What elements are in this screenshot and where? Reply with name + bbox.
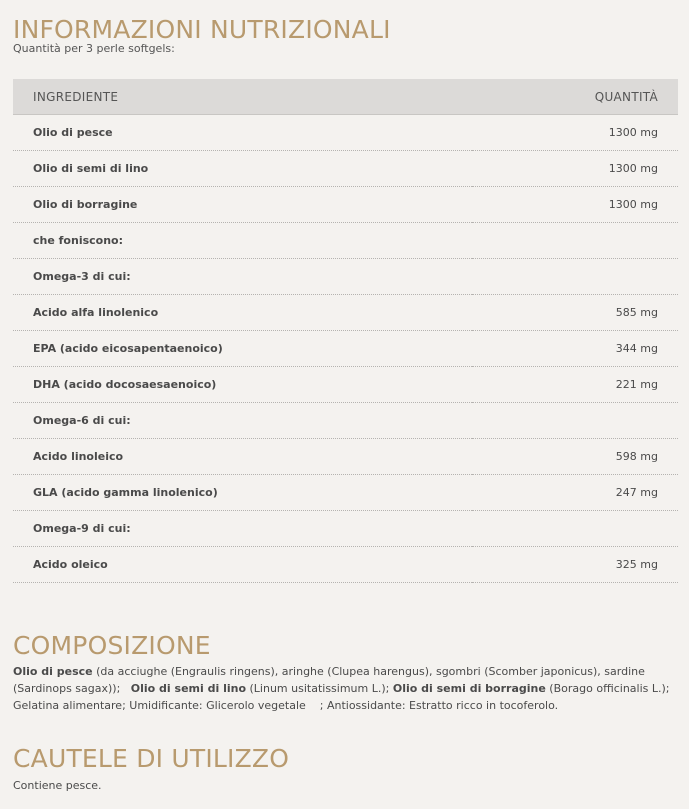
composition-ingredient: Olio di pesce xyxy=(13,665,93,678)
composition-text xyxy=(13,663,673,714)
ingredient-name: Acido linoleico xyxy=(13,439,472,475)
ingredient-name: Olio di semi di lino xyxy=(13,151,472,187)
composition-ingredient: Olio di semi di borragine xyxy=(392,682,546,695)
nutrition-subtitle: Quantità per 3 perle softgels: xyxy=(13,42,175,55)
ingredient-quantity: 325 mg xyxy=(472,547,678,583)
table-row xyxy=(13,115,678,151)
ingredient-quantity: 598 mg xyxy=(472,439,678,475)
ingredient-name: Olio di pesce xyxy=(13,115,472,151)
table-row xyxy=(13,547,678,583)
table-row xyxy=(13,151,678,187)
cautions-text: Contiene pesce. xyxy=(13,779,102,792)
table-header-row xyxy=(13,79,678,115)
ingredient-quantity: 344 mg xyxy=(472,331,678,367)
composition-detail: (da acciughe (Engraulis ringens), aringhe (Clupea harengus), sgombri (Scomber japonicus), sardine (Sardinops sagax)); xyxy=(13,665,649,695)
ingredient-quantity xyxy=(472,511,678,547)
composition-title: COMPOSIZIONE xyxy=(13,631,211,660)
nutrition-title: INFORMAZIONI NUTRIZIONALI xyxy=(13,15,391,44)
table-row xyxy=(13,295,678,331)
ingredient-quantity xyxy=(472,259,678,295)
ingredient-name: che foniscono: xyxy=(13,223,472,259)
composition-detail: (Linum usitatissimum L.); xyxy=(246,682,393,695)
ingredient-quantity: 1300 mg xyxy=(472,187,678,223)
cautions-title: CAUTELE DI UTILIZZO xyxy=(13,744,290,773)
ingredient-name: Acido oleico xyxy=(13,547,472,583)
composition-detail: (Borago officinalis L.); Gelatina alimentare; Umidificante: Glicerolo vegetale ; Antiossidante: Estratto ricco in tocoferolo. xyxy=(13,682,673,712)
table-row xyxy=(13,475,678,511)
quantity-column-header: QUANTITÀ xyxy=(472,79,678,115)
table-row xyxy=(13,223,678,259)
ingredient-quantity: 247 mg xyxy=(472,475,678,511)
ingredient-quantity xyxy=(472,223,678,259)
ingredient-name: Omega-9 di cui: xyxy=(13,511,472,547)
table-row xyxy=(13,403,678,439)
ingredient-name: Acido alfa linolenico xyxy=(13,295,472,331)
ingredient-name: DHA (acido docosaesaenoico) xyxy=(13,367,472,403)
ingredient-quantity xyxy=(472,403,678,439)
ingredient-quantity: 221 mg xyxy=(472,367,678,403)
table-row xyxy=(13,331,678,367)
table-row xyxy=(13,511,678,547)
ingredient-quantity: 1300 mg xyxy=(472,115,678,151)
ingredient-name: GLA (acido gamma linolenico) xyxy=(13,475,472,511)
table-row xyxy=(13,187,678,223)
nutrition-table-body xyxy=(13,115,678,583)
nutrition-table xyxy=(13,79,678,583)
ingredient-quantity: 1300 mg xyxy=(472,151,678,187)
ingredient-quantity: 585 mg xyxy=(472,295,678,331)
ingredient-name: Olio di borragine xyxy=(13,187,472,223)
table-row xyxy=(13,439,678,475)
ingredient-name: EPA (acido eicosapentaenoico) xyxy=(13,331,472,367)
ingredient-name: Omega-3 di cui: xyxy=(13,259,472,295)
table-row xyxy=(13,259,678,295)
ingredient-name: Omega-6 di cui: xyxy=(13,403,472,439)
composition-ingredient: Olio di semi di lino xyxy=(130,682,247,695)
ingredient-column-header: INGREDIENTE xyxy=(13,79,472,115)
table-row xyxy=(13,367,678,403)
